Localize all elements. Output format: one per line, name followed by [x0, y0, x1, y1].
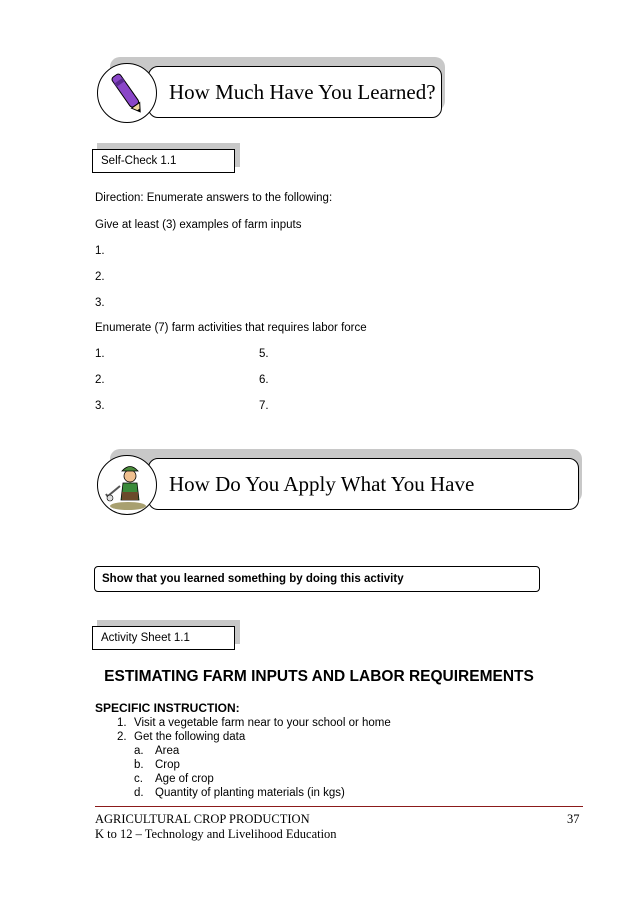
q2-right-5: 5. — [259, 348, 269, 360]
footer-line-1: AGRICULTURAL CROP PRODUCTION — [95, 812, 310, 826]
task-text: Show that you learned something by doing this activity — [102, 573, 404, 585]
section1-icon-circle — [97, 63, 157, 123]
q2-left-1: 1. — [95, 348, 105, 360]
activity-sheet-label: Activity Sheet 1.1 — [101, 632, 190, 644]
q2-left-3: 3. — [95, 400, 105, 412]
q2-left-2: 2. — [95, 374, 105, 386]
step-2-num: 2. — [117, 731, 127, 743]
q1-item-1: 1. — [95, 245, 105, 257]
self-check-tab — [92, 149, 235, 173]
substep-d-text: Quantity of planting materials (in kgs) — [155, 787, 345, 799]
q1-item-2: 2. — [95, 271, 105, 283]
substep-d-letter: d. — [134, 787, 144, 799]
self-check-label: Self-Check 1.1 — [101, 155, 177, 167]
task-box — [94, 566, 540, 592]
section1-title: How Much Have You Learned? — [169, 79, 436, 104]
substep-a-text: Area — [155, 745, 180, 757]
farmer-icon — [98, 456, 156, 514]
section2-icon-circle — [97, 455, 157, 515]
step-1-num: 1. — [117, 717, 127, 729]
q2-right-7: 7. — [259, 400, 269, 412]
section2-title: How Do You Apply What You Have — [169, 471, 475, 496]
q2-prompt: Enumerate (7) farm activities that requires labor force — [95, 322, 367, 334]
substep-c-text: Age of crop — [155, 773, 214, 785]
q1-item-3: 3. — [95, 297, 105, 309]
page-number: 37 — [567, 812, 580, 826]
step-1-text: Visit a vegetable farm near to your school or home — [134, 717, 391, 729]
q2-right-6: 6. — [259, 374, 269, 386]
step-2-text: Get the following data — [134, 731, 246, 743]
q1-prompt: Give at least (3) examples of farm inputs — [95, 219, 302, 231]
substep-a-letter: a. — [134, 745, 144, 757]
direction-text: Direction: Enumerate answers to the following: — [95, 192, 333, 204]
section1-banner — [148, 66, 442, 118]
instruction-title: SPECIFIC INSTRUCTION: — [95, 701, 240, 715]
pen-icon — [98, 64, 156, 122]
substep-c-letter: c. — [134, 773, 143, 785]
footer-line-2: K to 12 – Technology and Livelihood Education — [95, 827, 337, 841]
activity-heading: ESTIMATING FARM INPUTS AND LABOR REQUIREMENTS — [104, 668, 534, 685]
activity-sheet-tab — [92, 626, 235, 650]
substep-b-letter: b. — [134, 759, 144, 771]
footer-rule — [95, 806, 583, 807]
section2-banner — [148, 458, 579, 510]
substep-b-text: Crop — [155, 759, 180, 771]
